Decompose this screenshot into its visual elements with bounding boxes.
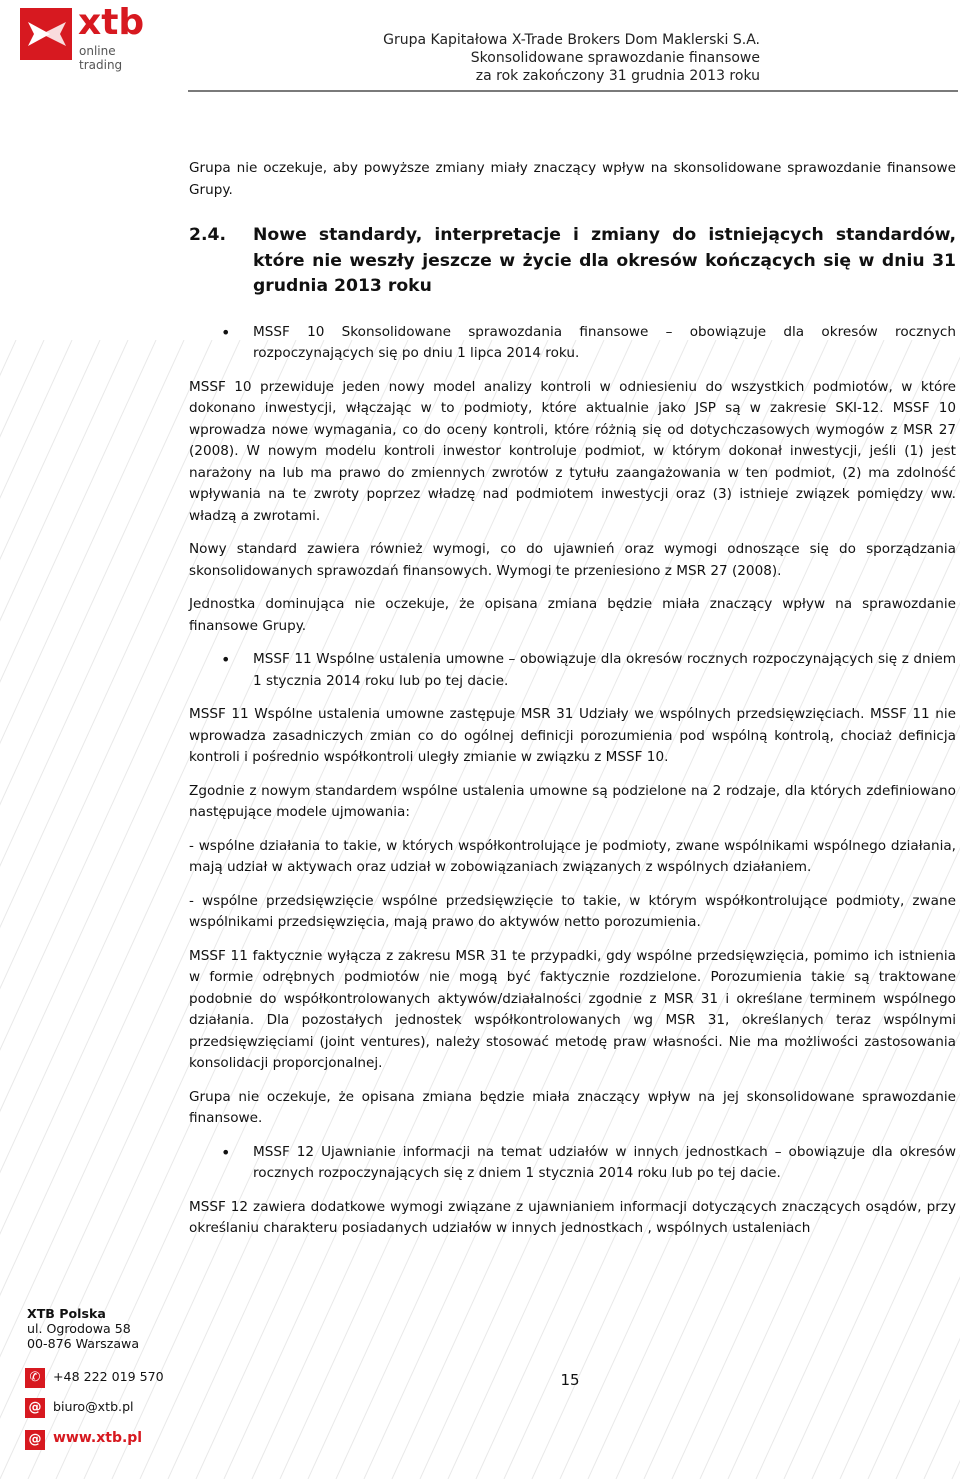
paragraph: MSSF 11 faktycznie wyłącza z zakresu MSR 31 te przypadki, gdy wspólne przedsięwzięcia, pomimo ich istnienia w formie odrębnych podmiotów nie mogą być faktycznie rozdzielone. Porozumienia takie są traktowane podobnie do współkontrolowanych aktywów/działalności zgodnie z MSR 31 i określane terminem wspólnego działania. Dla pozostałych jednostek współkontrolowanych wg MSR 31, określanych teraz wspólnymi przedsięwzięciami (joint ventures), należy stosować metodę praw własności. Nie ma możliwości zastosowania konsolidacji proporcjonalnej. [189,947,956,1071]
bullet-text: MSSF 12 Ujawnianie informacji na temat udziałów w innych jednostkach – obowiązuje dla okresów rocznych rozpoczynających się z dniem 1 stycznia 2014 roku lub po tej dacie. [253,1143,956,1181]
header-report-name: Skonsolidowane sprawozdanie finansowe [470,50,760,66]
document-body [189,158,956,1252]
list-item [189,322,956,365]
list-item [189,649,956,692]
list-item [189,1142,956,1185]
page-number: 15 [560,1371,580,1389]
at-icon: @ [25,1398,45,1418]
paragraph: MSSF 10 przewiduje jeden nowy model analizy kontroli w odniesieniu do wszystkich podmiotów, w które dokonano inwestycji, włączając w to podmioty, które aktualnie jako JSP są w zakresie SKI-12. MSSF 10 wprowadza nowe wymagania, co do oceny kontroli, które różnią się od dotychczasowych wymogów z MSR 27 (2008). W nowym modelu kontroli inwestor kontroluje podmiot, w którym dokonał inwestycji, jeśli (1) jest narażony na lub ma prawo do zmiennych zwrotów z tytułu zaangażowania w ten podmiot, (2) ma zdolność wpływania na te zwroty poprzez władzę nad podmiotem inwestycji oraz (3) istnieje związek pomiędzy ww. władzą a zwrotami. [189,378,956,524]
section-heading [189,223,956,300]
globe-icon: @ [25,1430,45,1450]
footer-company: XTB Polska [27,1306,106,1321]
paragraph: Zgodnie z nowym standardem wspólne ustalenia umowne są podzielone na 2 rodzaje, dla których zdefiniowano następujące modele ujmowania: [189,782,956,820]
intro-paragraph: Grupa nie oczekuje, aby powyższe zmiany miały znaczący wpływ na skonsolidowane sprawozdanie finansowe Grupy. [189,160,956,198]
footer-phone-text: +48 222 019 570 [53,1369,164,1384]
bullet-text: MSSF 10 Skonsolidowane sprawozdania finansowe – obowiązuje dla okresów rocznych rozpoczynających się po dniu 1 lipca 2014 roku. [253,323,956,361]
bullet-text: MSSF 11 Wspólne ustalenia umowne – obowiązuje dla okresów rocznych rozpoczynających się z dniem 1 stycznia 2014 roku lub po tej dacie. [253,651,956,689]
paragraph: Jednostka dominująca nie oczekuje, że opisana zmiana będzie miała znaczący wpływ na sprawozdanie finansowe Grupy. [189,596,956,634]
bullet-icon: • [221,650,231,669]
paragraph: Nowy standard zawiera również wymogi, co do ujawnień oraz wymogi odnoszące się do sporządzania skonsolidowanych sprawozdań finansowych. Wymogi te przeniesiono z MSR 27 (2008). [189,541,956,579]
footer-city: 00-876 Warszawa [27,1336,140,1351]
logo-tagline: online trading [79,44,123,72]
phone-icon: ✆ [25,1368,45,1388]
footer-street: ul. Ogrodowa 58 [27,1321,131,1336]
bullet-icon: • [221,322,231,342]
bullet-icon: • [221,1142,231,1162]
logo-name: xtb [78,2,145,43]
paragraph: MSSF 12 zawiera dodatkowe wymogi związane z ujawnianiem informacji dotyczących znaczących osądów, przy określaniu charakteru posiadanych udziałów w innych jednostkach , wspólnych ustaleniach [189,1198,956,1236]
paragraph: Grupa nie oczekuje, że opisana zmiana będzie miała znaczący wpływ na jej skonsolidowane sprawozdanie finansowe. [189,1088,956,1126]
footer-address [27,1306,227,1351]
header-divider [188,90,958,92]
document-header [300,31,760,85]
paragraph: - wspólne działania to takie, w których współkontrolujące je podmioty, zwane wspólnikami wspólnego działania, mają udział w aktywach oraz udział w zobowiązaniach związanych z wspólnych działaniem. [189,837,956,875]
paragraph: - wspólne przedsięwzięcie wspólne przedsięwzięcie to takie, w którym współkontrolujące podmioty, zwane wspólnikami przedsięwzięcia, mają prawo do aktywów netto porozumienia. [189,892,956,930]
paragraph: MSSF 11 Wspólne ustalenia umowne zastępuje MSR 31 Udziały we wspólnych przedsięwzięciach. MSSF 11 nie wprowadza zasadniczych zmian co do ogólnej definicji porozumienia pod wspólną kontrolą, chociaż definicja kontroli i pośrednio współkontroli uległy zmianie w związku z MSSF 10. [189,706,956,765]
header-report-period: za rok zakończony 31 grudnia 2013 roku [475,68,760,84]
section-title: Nowe standardy, interpretacje i zmiany do istniejących standardów, które nie weszły jeszcze w życie dla okresów kończących się w dniu 31 grudnia 2013 roku [253,225,956,296]
footer-email-link[interactable]: biuro@xtb.pl [53,1399,134,1414]
xtb-logo [20,2,160,72]
footer-web-link[interactable]: www.xtb.pl [53,1430,143,1446]
header-company: Grupa Kapitałowa X-Trade Brokers Dom Maklerski S.A. [383,32,760,48]
xtb-logo-mark-icon [20,8,72,60]
section-number: 2.4. [189,225,226,245]
